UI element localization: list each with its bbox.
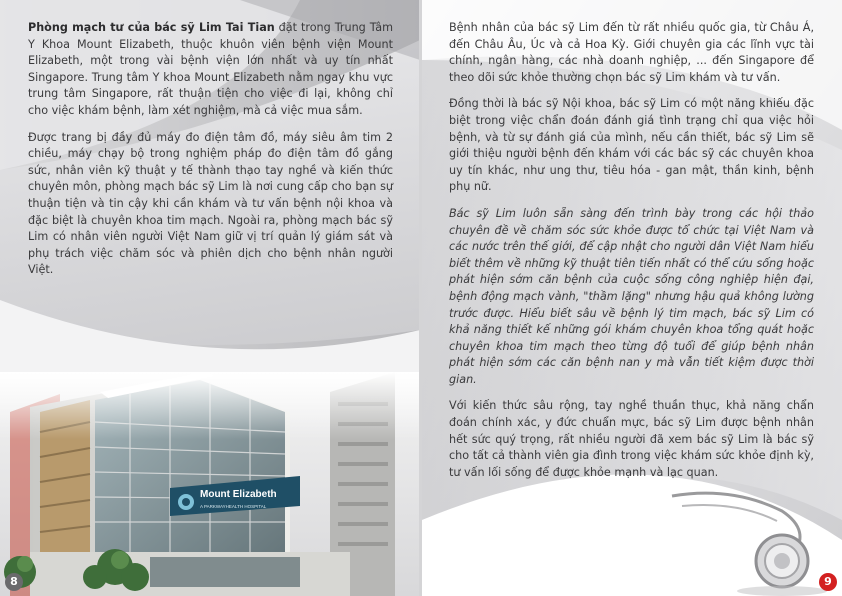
intro-lead: Phòng mạch tư của bác sỹ Lim Tai Tian <box>28 21 275 34</box>
equipment-paragraph: Được trang bị đầy đủ máy đo điện tâm đồ, máy siêu âm tim 2 chiều, máy chạy bộ trong nghiệm pháp đo điện tâm đồ gắng sức, nhân viên kỹ thuật y tế thành thạo tay nghề và kiến thức chuyên môn, phòng mạch bác sỹ Lim là nơi cung cấp cho bạn sự thuận tiện và tin cậy khi cần khám và tư vấn bệnh nội khoa và đặc biệt là chuyên khoa tim mạch. Ngoài ra, phòng mạch bác sỹ Lim có nhân viên người Việt Nam giữ vị trí quản lý giám sát và phụ trách việc chăm sóc và phiên dịch cho bệnh nhân người Việt. <box>28 130 393 277</box>
page-number-left: 8 <box>5 573 23 591</box>
intro-body: đặt trong Trung Tâm Y Khoa Mount Elizabeth, thuộc khuôn viên bệnh viện Mount Elizabeth, một trong vài bệnh viện lớn nhất và uy tín nhất Singapore. Trung tâm Y khoa Mount Elizabeth nằm ngay khu vực trung tâm Singapore, rất thuận tiện cho việc đi lại, không chỉ cho việc khám bệnh, làm xét nghiệm, mà cả việc mua sắm. <box>28 21 393 117</box>
stethoscope-image <box>642 476 842 596</box>
intro-paragraph <box>28 20 393 120</box>
patients-paragraph: Bệnh nhân của bác sỹ Lim đến từ rất nhiều quốc gia, từ Châu Á, đến Châu Âu, Úc và cả Hoa Kỳ. Giới chuyên gia các lĩnh vực tài chính, ngân hàng, các nhà doanh nghiệp, ... đến Singapore để theo dõi sức khỏe thường chọn bác sỹ Lim khám và tư vấn. <box>449 21 814 84</box>
page-number-right: 9 <box>819 573 837 591</box>
left-page <box>0 0 420 596</box>
seminar-paragraph: Bác sỹ Lim luôn sẵn sàng đến trình bày trong các hội thảo chuyên đề về chăm sóc sức khỏe được tổ chức tại Việt Nam và các nước trên thế giới, để cập nhật cho người dân Việt Nam hiểu biết thêm về những kỹ thuật tiên tiến nhất có thể cứu sống hoặc phát hiện sớm căn bệnh của cuộc sống công nghiệp hiện đại, bệnh động mạch vành, "thầm lặng" nhưng hậu quả không lường trước được. Hiểu biết sâu về bệnh lý tim mạch, bác sỹ Lim có khả năng thiết kế những gói khám chuyên khoa tổng quát hoặc chuyên khoa tim mạch theo từng độ tuổi để giúp bệnh nhân phát hiện sớm các căn bệnh nan y mà vẫn tiết kiệm được thời gian. <box>449 206 814 386</box>
reputation-paragraph: Với kiến thức sâu rộng, tay nghề thuần thục, khả năng chẩn đoán chính xác, y đức chuẩn mực, bác sỹ Lim được bệnh nhân hết sức quý trọng, rất nhiều người đã xem bác sỹ Lim là bác sỹ cho tất cả thành viên gia đình trong việc khám sức khỏe định kỳ, tư vấn lối sống để được khỏe mạnh và lạc quan. <box>449 399 814 479</box>
hospital-building-photo <box>0 372 420 596</box>
diagnosis-paragraph: Đồng thời là bác sỹ Nội khoa, bác sỹ Lim có một năng khiếu đặc biệt trong việc chẩn đoán đánh giá tình trạng chỉ qua việc hỏi bệnh, và từ sự đánh giá của mình, nếu cần thiết, bác sỹ Lim sẽ giới thiệu người bệnh đến khám với các bác sỹ các chuyên khoa uy tín khác, như ung thư, tiêu hóa - gan mật, thần kinh, bệnh phụ nữ. <box>449 97 814 194</box>
left-page-text <box>28 20 393 289</box>
right-page-text <box>449 20 814 491</box>
right-page <box>422 0 842 596</box>
